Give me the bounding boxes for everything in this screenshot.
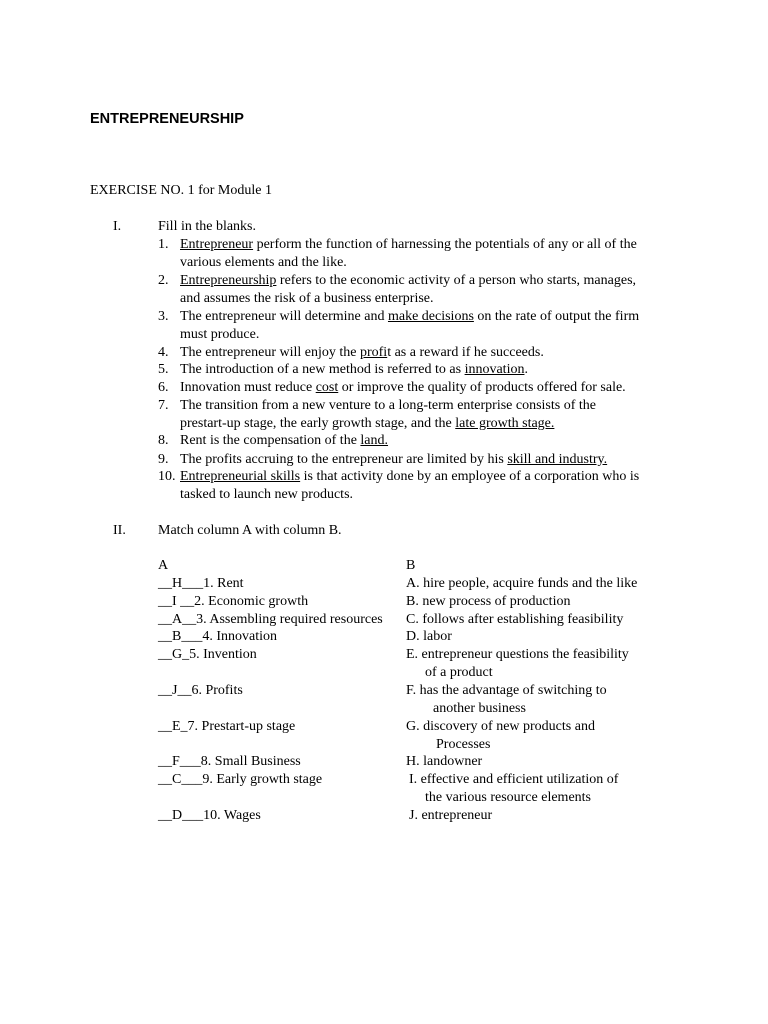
list-item-number: 6. [158, 380, 169, 395]
answer-text: Entrepreneurship [180, 273, 277, 288]
column-b-item: C. follows after establishing feasibility [406, 612, 624, 627]
item-text-segment: Innovation must reduce [180, 380, 316, 395]
column-a-item: __B___4. Innovation [158, 629, 277, 644]
column-a-item: __C___9. Early growth stage [158, 772, 323, 787]
exercise-heading: EXERCISE NO. 1 for Module 1 [90, 183, 272, 198]
list-item-text [180, 308, 639, 325]
item-text-segment: must produce. [180, 327, 260, 342]
column-a-item: __G_5. Invention [158, 647, 257, 662]
answer-text: profi [359, 345, 388, 360]
part2-instruction: Match column A with column B. [158, 523, 342, 538]
list-item-text [180, 468, 639, 485]
list-item-number: 10. [158, 469, 176, 484]
answer-text: land. [360, 433, 389, 448]
column-b-item: G. discovery of new products and [406, 719, 595, 734]
column-b-item-continuation: another business [433, 701, 526, 716]
list-item-text [180, 236, 637, 253]
item-text-segment: refers to the economic activity of a person who starts, manages, [276, 273, 637, 288]
column-a-item: __D___10. Wages [158, 808, 261, 823]
list-item-text-continuation [180, 290, 434, 307]
item-text-segment: on the rate of output the firm [473, 309, 640, 324]
answer-text: innovation [464, 362, 525, 377]
item-text-segment: and assumes the risk of a business enterprise. [180, 291, 434, 306]
item-text-segment: The entrepreneur will enjoy the [180, 345, 360, 360]
column-a-item: __F___8. Small Business [158, 754, 301, 769]
list-item-text-continuation [180, 486, 353, 503]
answer-text: late growth stage. [455, 416, 555, 431]
list-item-number: 9. [158, 452, 169, 467]
column-a-item: __E_7. Prestart-up stage [158, 719, 296, 734]
answer-text: skill and industry. [507, 452, 608, 467]
list-item-number: 7. [158, 398, 169, 413]
column-b-item: E. entrepreneur questions the feasibility [406, 647, 629, 662]
column-a-header: A [158, 558, 169, 573]
list-item-text-continuation [180, 254, 347, 271]
list-item-text [180, 379, 626, 396]
part1-instruction: Fill in the blanks. [158, 219, 256, 234]
list-item-text [180, 272, 636, 289]
column-b-item: D. labor [406, 629, 452, 644]
list-item-text [180, 344, 544, 361]
list-item-number: 3. [158, 309, 169, 324]
column-a-item: __H___1. Rent [158, 576, 244, 591]
answer-text: cost [315, 380, 339, 395]
item-text-segment: . [524, 362, 528, 377]
list-item-number: 4. [158, 345, 169, 360]
item-text-segment: The transition from a new venture to a long-term enterprise consists of the [180, 398, 596, 413]
column-a-item: __J__6. Profits [158, 683, 243, 698]
document-title: ENTREPRENEURSHIP [90, 111, 244, 127]
column-b-item: F. has the advantage of switching to [406, 683, 607, 698]
column-b-item: B. new process of production [406, 594, 571, 609]
item-text-segment: is that activity done by an employee of a corporation who is [300, 469, 640, 484]
column-b-item-continuation: Processes [436, 737, 491, 752]
column-a-item: __A__3. Assembling required resources [158, 612, 383, 627]
column-b-item: I. effective and efficient utilization of [409, 772, 619, 787]
item-text-segment: various elements and the like. [180, 255, 347, 270]
list-item-text [180, 451, 607, 468]
item-text-segment: perform the function of harnessing the potentials of any or all of the [253, 237, 637, 252]
answer-text: Entrepreneurial skills [180, 469, 301, 484]
list-item-number: 8. [158, 433, 169, 448]
column-b-item: H. landowner [406, 754, 483, 769]
item-text-segment: tasked to launch new products. [180, 487, 354, 502]
column-b-header: B [406, 558, 416, 573]
column-b-item: A. hire people, acquire funds and the like [406, 576, 638, 591]
list-item-text [180, 432, 388, 449]
item-text-segment: or improve the quality of products offered for sale. [338, 380, 626, 395]
answer-text: make decisions [387, 309, 474, 324]
item-text-segment: prestart-up stage, the early growth stage, and the [180, 416, 456, 431]
list-item-number: 2. [158, 273, 169, 288]
answer-text: Entrepreneur [180, 237, 254, 252]
column-b-item: J. entrepreneur [409, 808, 493, 823]
part2-numeral: II. [113, 523, 126, 538]
list-item-number: 5. [158, 362, 169, 377]
item-text-segment: The entrepreneur will determine and [180, 309, 388, 324]
item-text-segment: The profits accruing to the entrepreneur are limited by his [180, 452, 508, 467]
item-text-segment: t as a reward if he succeeds. [387, 345, 544, 360]
list-item-number: 1. [158, 237, 169, 252]
list-item-text-continuation [180, 326, 259, 343]
item-text-segment: The introduction of a new method is referred to as [180, 362, 465, 377]
list-item-text [180, 361, 528, 378]
column-b-item-continuation: of a product [425, 665, 493, 680]
column-b-item-continuation: the various resource elements [425, 790, 591, 805]
list-item-text-continuation [180, 415, 554, 432]
list-item-text [180, 397, 596, 414]
column-a-item: __I __2. Economic growth [158, 594, 309, 609]
item-text-segment: Rent is the compensation of the [180, 433, 361, 448]
part1-numeral: I. [113, 219, 122, 234]
